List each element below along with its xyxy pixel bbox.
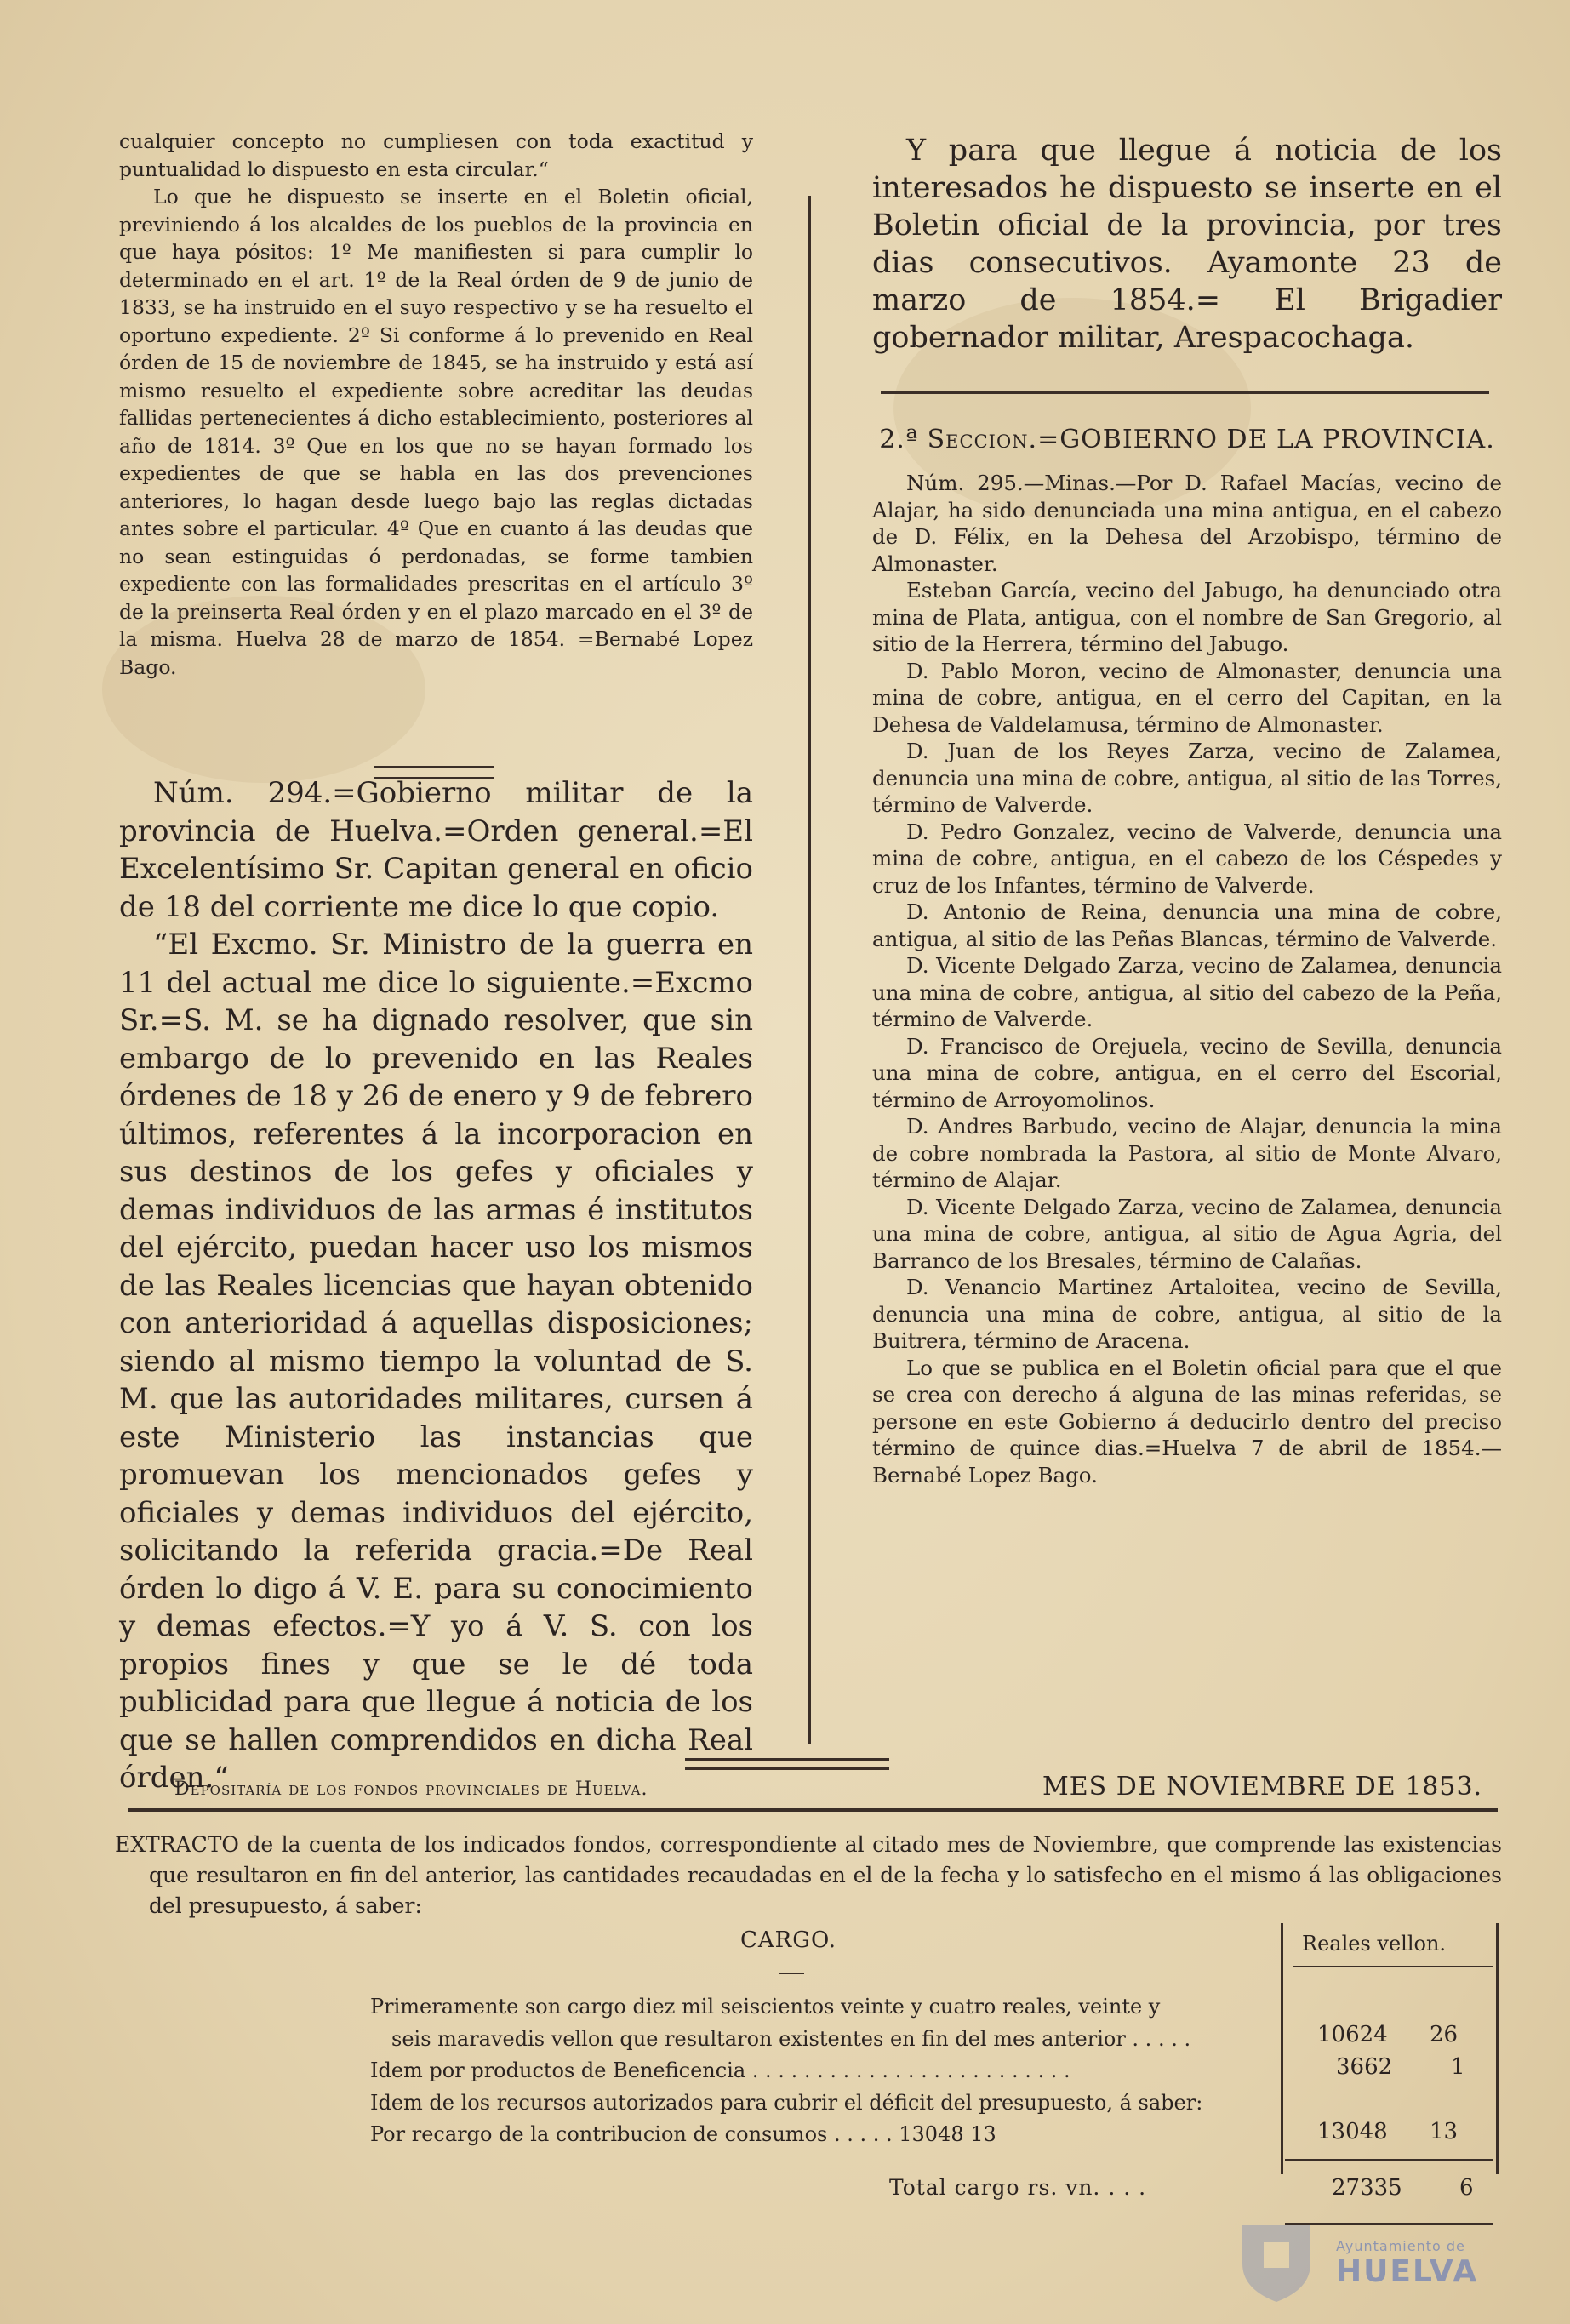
paragraph-brigadier: Y para que llegue á noticia de los interesados he dispuesto se inserte en el Boletin oficial de la provincia, por tres dias consecutivos. Ayamonte 23 de marzo de 1854.= El Brigadier gobernador militar, Arespacochaga. bbox=[872, 134, 1502, 355]
right-section-rule bbox=[881, 391, 1489, 394]
cargo-line: Idem de los recursos autorizados para cubrir el déficit del presupuesto, á saber: bbox=[370, 2090, 1203, 2115]
mine-entry: D. Vicente Delgado Zarza, vecino de Zalamea, denuncia una mina de cobre, antigua, al sitio de Agua Agria, del Barranco de los Bresales, término de Calañas. bbox=[872, 1194, 1502, 1273]
amount-column-frame bbox=[1281, 1923, 1499, 2174]
paragraph-positos: Lo que he dispuesto se inserte en el Boletin oficial, previniendo á los alcaldes de los pueblos de la provincia en que haya pósitos: 1º Me manifiesten si para cumplir lo determinado en el art. 1º de la Real órden de 9 de junio de 1833, se ha instruido en el suyo respectivo y se ha resuelto el oportuno expediente. 2º Si conforme á lo prevenido en Real órden de 15 de noviembre de 1845, se ha instruido y está así mismo resuelto el expediente sobre acreditar las deudas fallidas pertenecientes á dicho establecimiento, posteriores al año de 1814. 3º Que en los que no se hayan formado los expedientes de que se habla en las dos prevenciones anteriores, lo hagan desde luego bajo las reglas dictadas antes sobre el particular. 4º Que en cuanto á las deudas que no sean estinguidas ó perdonadas, se forme tambien expediente con las formalidades prescritas en el artículo 3º de la preinserta Real órden y en el plazo marcado en el 3º de la misma. Huelva 28 de marzo de 1854. =Bernabé Lopez Bago. bbox=[119, 185, 753, 679]
stamp-big-text: HUELVA bbox=[1336, 2254, 1479, 2289]
cargo-line: seis maravedis vellon que resultaron existentes en fin del mes anterior . . . . . bbox=[391, 2026, 1191, 2051]
section-divider bbox=[374, 766, 494, 779]
paragraph-circular-end: cualquier concepto no cumpliesen con toda exactitud y puntualidad lo dispuesto en esta circular.“ bbox=[119, 129, 753, 181]
total-label: Total cargo rs. vn. . . . bbox=[889, 2175, 1147, 2200]
stamp-small-text: Ayuntamiento de bbox=[1336, 2238, 1465, 2254]
amount-mrs: 13 bbox=[1430, 2119, 1459, 2144]
mine-entry: D. Venancio Martinez Artaloitea, vecino de Sevilla, denuncia una mina de cobre, antigua, al sitio de la Buitrera, término de Aracena. bbox=[872, 1275, 1502, 1353]
cargo-title: CARGO. bbox=[740, 1927, 837, 1953]
right-column bbox=[872, 132, 1502, 1488]
extracto-paragraph bbox=[115, 1830, 1502, 1921]
cargo-underline bbox=[779, 1973, 804, 1974]
mine-entry: D. Pedro Gonzalez, vecino de Valverde, denuncia una mina de cobre, antigua, en el cabezo de los Céspedes y cruz de los Infantes, término de Valverde. bbox=[872, 819, 1502, 898]
extracto-text: EXTRACTO de la cuenta de los indicados fondos, correspondiente al citado mes de Noviembre, que comprende las existencias que resultaron en fin del anterior, las cantidades recaudadas en el de la fecha y lo satisfecho en el mismo á las obligaciones del presupuesto, á saber: bbox=[115, 1832, 1502, 1918]
amount-header-rule bbox=[1293, 1966, 1493, 1967]
total-mrs: 6 bbox=[1459, 2175, 1474, 2201]
cargo-line: Por recargo de la contribucion de consumos . . . . . 13048 13 bbox=[370, 2122, 996, 2146]
section-title: =GOBIERNO DE LA PROVINCIA. bbox=[1037, 425, 1495, 454]
mine-entry: D. Andres Barbudo, vecino de Alajar, denuncia la mina de cobre nombrada la Pastora, al sitio de Monte Alvaro, término de Alajar. bbox=[872, 1114, 1502, 1192]
section-prefix: 2.ª Seccion. bbox=[879, 425, 1038, 454]
amount-mrs: 26 bbox=[1430, 2022, 1459, 2047]
amount-mrs: 1 bbox=[1451, 2054, 1465, 2080]
subtotal-rule bbox=[1285, 2159, 1493, 2161]
mine-entry: D. Pablo Moron, vecino de Almonaster, denuncia una mina de cobre, antigua, en el cerro del Capitan, en la Dehesa de Valdelamusa, término de Almonaster. bbox=[872, 658, 1502, 737]
reales-header: Reales vellon. bbox=[1302, 1932, 1447, 1956]
amount-reales: 10624 bbox=[1317, 2022, 1388, 2047]
mine-entry: D. Vicente Delgado Zarza, vecino de Zalamea, denuncia una mina de cobre, antigua, al sitio del cabezo de la Peña, término de Valverde. bbox=[872, 953, 1502, 1031]
amount-reales: 3662 bbox=[1336, 2054, 1393, 2080]
deposit-title: Depositaría de los fondos provinciales de Huelva. bbox=[174, 1779, 648, 1800]
left-column bbox=[119, 128, 753, 1797]
mine-entry: D. Juan de los Reyes Zarza, vecino de Zalamea, denuncia una mina de cobre, antigua, al sitio de las Torres, término de Valverde. bbox=[872, 739, 1502, 817]
cargo-line: Idem por productos de Beneficencia . . . . . . . . . . . . . . . . . . . . . . . . . bbox=[370, 2058, 1070, 2082]
mine-entry: D. Francisco de Orejuela, vecino de Sevilla, denuncia una mina de cobre, antigua, en el cerro del Escorial, término de Arroyomolinos. bbox=[872, 1033, 1502, 1112]
month-title: MES DE NOVIEMBRE DE 1853. bbox=[1042, 1772, 1483, 1802]
mine-entry: Esteban García, vecino del Jabugo, ha denunciado otra mina de Plata, antigua, con el nombre de San Gregorio, al sitio de la Herrera, término del Jabugo. bbox=[872, 578, 1502, 656]
total-reales: 27335 bbox=[1332, 2175, 1402, 2201]
closing-paragraph: Lo que se publica en el Boletin oficial para que el que se crea con derecho á alguna de las minas referidas, se persone en este Gobierno á deducirlo dentro del preciso término de quince dias.=Huelva 7 de abril de 1854.—Bernabé Lopez Bago. bbox=[872, 1355, 1502, 1487]
paragraph-ministro-guerra: “El Excmo. Sr. Ministro de la guerra en 11 del actual me dice lo siguiente.=Excmo Sr.=S. M. se ha dignado resolver, que sin embargo de lo prevenido en las Reales órdenes de 18 y 26 de enero y 9 de febrero últimos, referentes á la incorporacion en sus destinos de los gefes y oficiales y demas individuos de las armas é institutos del ejército, puedan hacer uso los mismos de las Reales licencias que hayan obtenido con anterioridad á aquellas disposiciones; siendo al mismo tiempo la voluntad de S. M. que las autoridades militares, cursen á este Ministerio las instancias que promuevan los mencionados gefes y oficiales y demas individuos del ejército, solicitando la referida gracia.=De Real órden lo digo á V. E. para su conocimiento y demas efectos.=Y yo á V. S. con los propios fines y que se le dé toda publicidad para que llegue á noticia de los que se hallen comprendidos en dicha Real órden.“ bbox=[119, 928, 753, 1795]
amount-reales: 13048 bbox=[1317, 2119, 1388, 2144]
cargo-line: Primeramente son cargo diez mil seiscientos veinte y cuatro reales, veinte y bbox=[370, 1995, 1161, 2019]
cargo-lines bbox=[370, 1991, 1281, 2151]
paragraph-num-294: Núm. 294.=Gobierno militar de la provincia de Huelva.=Orden general.=El Excelentísimo Sr. Capitan general en oficio de 18 del corriente me dice lo que copio. bbox=[119, 776, 753, 924]
mine-entry: Núm. 295.—Minas.—Por D. Rafael Macías, vecino de Alajar, ha sido denunciada una mina antigua, en el cabezo de D. Félix, en la Dehesa del Arzobispo, término de Almonaster. bbox=[872, 471, 1502, 576]
header-rule bbox=[128, 1808, 1498, 1812]
column-divider bbox=[808, 196, 811, 1744]
section-heading bbox=[872, 425, 1502, 454]
stamp-watermark bbox=[1336, 2238, 1478, 2289]
mine-entry: D. Antonio de Reina, denuncia una mina de cobre, antigua, al sitio de las Peñas Blancas, término de Valverde. bbox=[872, 899, 1502, 951]
double-rule bbox=[685, 1758, 889, 1770]
